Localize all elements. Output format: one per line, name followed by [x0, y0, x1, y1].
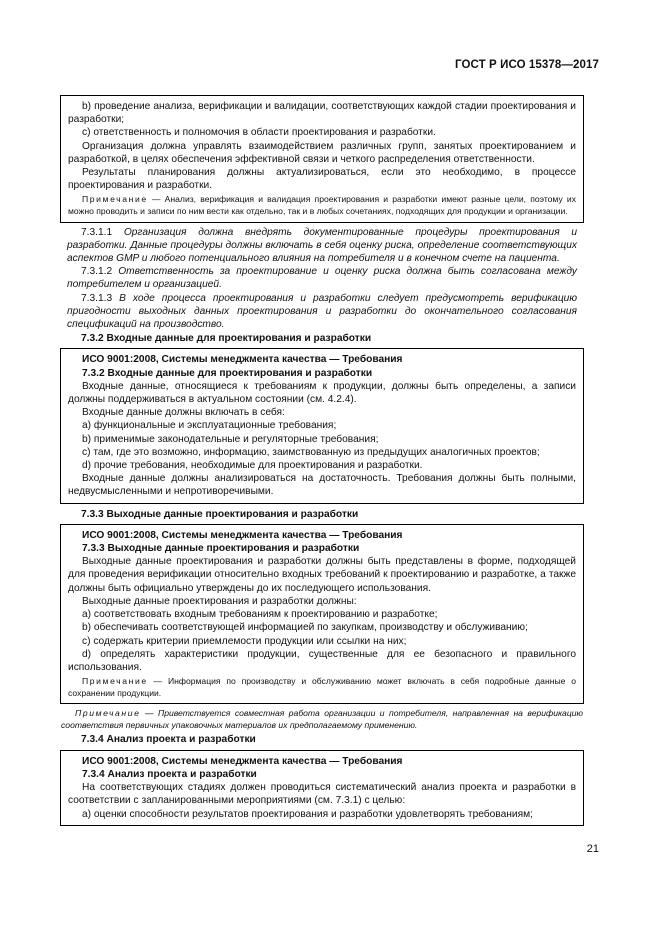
list-item: a) оценки способности результатов проектирования и разработки удовлетворять требованиям;	[82, 808, 533, 820]
box-standard-title: ИСО 9001:2008, Системы менеджмента качества — Требования	[82, 354, 403, 366]
paragraph: На соответствующих стадиях должен проводиться систематический анализ проекта и разработки в соответствии с запланированными мероприятиями (см. 7.3.1) с целью:	[68, 782, 576, 807]
note-text: — Анализ, верификация и валидация проектирования и разработки имеют разные цели, поэтому их можно проводить и записи по ним вести как отдельно, так и в любых сочетаниях, подходящих для продукции и организации.	[68, 194, 576, 217]
list-item: a) соответствовать входным требованиям к проектированию и разработке;	[82, 609, 438, 621]
iso-requirements-box-7-3-2	[60, 348, 584, 503]
paragraph: Входные данные, относящиеся к требованиям к продукции, должны быть определены, а записи должны поддерживаться в актуальном состоянии (см. 4.2.4).	[68, 380, 576, 406]
clause-text: Организация должна внедрять документированные процедуры проектирования и разработки. Данные процедуры должны включать в себя оценку риска, определение соответствующих аспектов GMP и любого потенциального влияния на потребителя и в конечном счете на пациента.	[67, 226, 577, 265]
paragraph: Входные данные должны анализироваться на достаточность. Требования должны быть полными, недвусмысленными и непротиворечивыми.	[68, 473, 576, 498]
box-clause-title: 7.3.4 Анализ проекта и разработки	[82, 768, 257, 780]
iso-requirements-box-7-3-1	[60, 95, 584, 223]
note-label: Примечание	[82, 194, 148, 205]
document-code-header: ГОСТ Р ИСО 15378—2017	[454, 59, 599, 71]
section-heading-7-3-2: 7.3.2 Входные данные для проектирования и разработки	[81, 333, 372, 345]
note-label: Примечание	[75, 708, 141, 719]
box-note	[68, 194, 576, 217]
list-item: d) определять характеристики продукции, существенные для ее безопасного и правильного использования.	[68, 648, 576, 673]
box-clause-title: 7.3.2 Входные данные для проектирования и разработки	[82, 367, 373, 379]
note-label: Примечание	[82, 676, 148, 687]
clause-7-3-1-1	[67, 226, 577, 266]
list-item: a) функциональные и эксплуатационные требования;	[82, 420, 337, 432]
clause-number: 7.3.1.2	[81, 266, 113, 278]
paragraph: Выходные данные проектирования и разработки должны быть представлены в форме, подходящей для проведения верификации относительно входных требований к проектированию и разработке, а также должны быть официально утверждены до их последующего использования.	[68, 556, 576, 594]
clause-number: 7.3.1.1	[81, 226, 113, 238]
page-content	[60, 95, 584, 826]
list-item: c) там, где это возможно, информацию, заимствованную из предыдущих аналогичных проектов;	[82, 446, 540, 458]
section-7-3-4-heading-wrap	[60, 733, 584, 746]
clause-text: В ходе процесса проектирования и разработки следует предусмотреть верификацию пригодности выходных данных проектирования и разработки до окончательного согласования спецификаций на производство.	[67, 292, 577, 331]
clause-7-3-1-3	[67, 292, 577, 332]
clause-7-3-1-2	[67, 265, 577, 291]
note-text: — Приветствуется совместная работа организации и потребителя, направленная на верификацию соответствия первичных упаковочных материалов их предполагаемому применению.	[61, 708, 583, 730]
clause-number: 7.3.1.3	[81, 292, 113, 304]
section-heading-7-3-3: 7.3.3 Выходные данные проектирования и разработки	[81, 508, 359, 520]
note-text: — Информация по производству и обслуживанию может включать в себя подробные данные о сохранении продукции.	[68, 676, 576, 698]
box-standard-title: ИСО 9001:2008, Системы менеджмента качества — Требования	[82, 755, 403, 767]
list-item: d) прочие требования, необходимые для проектирования и разработки.	[82, 460, 423, 472]
box-note	[68, 676, 576, 699]
paragraph: b) проведение анализа, верификации и валидации, соответствующих каждой стадии проектирования и разработки;	[68, 101, 576, 126]
organization-note-7-3-3	[60, 708, 584, 731]
section-heading-7-3-4: 7.3.4 Анализ проекта и разработки	[81, 734, 256, 746]
box-standard-title: ИСО 9001:2008, Системы менеджмента качества — Требования	[82, 529, 403, 541]
box-clause-title: 7.3.3 Выходные данные проектирования и разработки	[82, 543, 360, 555]
iso-requirements-box-7-3-3	[60, 524, 584, 704]
list-item: b) применимые законодательные и регуляторные требования;	[82, 433, 379, 445]
iso-requirements-box-7-3-4	[60, 750, 584, 826]
paragraph: Организация должна управлять взаимодействием различных групп, занятых проектированием и разработкой, в целях обеспечения эффективной связи и четкого распределения ответственности.	[68, 140, 576, 165]
paragraph: Входные данные должны включать в себя:	[82, 407, 285, 419]
list-item: b) обеспечивать соответствующей информацией по закупкам, производству и обслуживанию;	[82, 622, 528, 634]
paragraph: Выходные данные проектирования и разработки должны:	[82, 595, 357, 607]
list-item: c) содержать критерии приемлемости продукции или ссылки на них;	[82, 635, 407, 647]
paragraph: Результаты планирования должны актуализироваться, если это необходимо, в процессе проектирования и разработки.	[68, 167, 576, 192]
page-number: 21	[586, 843, 599, 855]
section-7-3-1-clauses	[60, 223, 584, 346]
section-7-3-3-heading-wrap	[60, 504, 584, 521]
clause-text: Ответственность за проектирование и оценку риска должна быть согласована между потребителем и организацией.	[67, 266, 577, 291]
paragraph: c) ответственность и полномочия в области проектирования и разработки.	[82, 127, 436, 139]
